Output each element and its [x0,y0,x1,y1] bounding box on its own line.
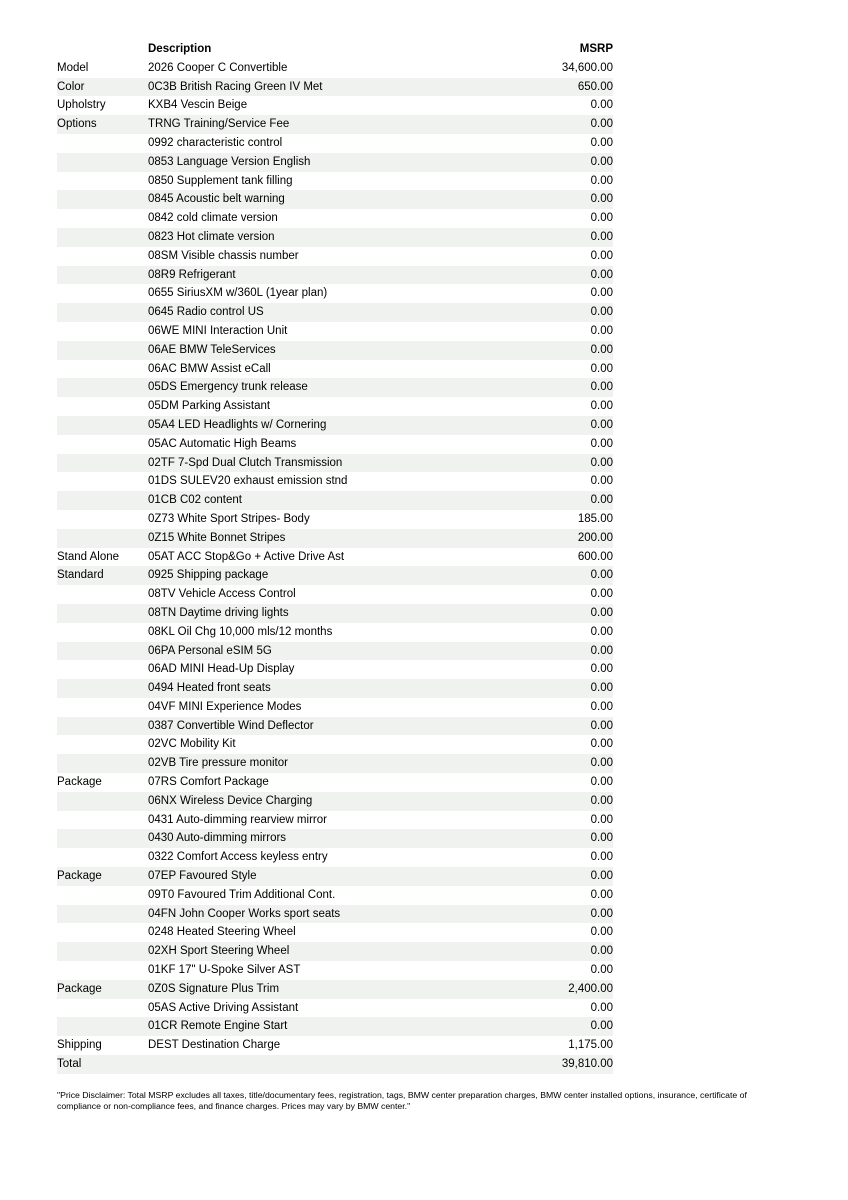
msrp-cell: 39,810.00 [561,1058,613,1071]
description-cell: 0431 Auto-dimming rearview mirror [148,813,327,826]
table-row [57,604,613,623]
msrp-cell: 0.00 [590,230,613,243]
msrp-cell: 0.00 [590,418,613,431]
description-cell: 05DM Parking Assistant [148,400,271,413]
table-row [57,698,613,717]
msrp-cell: 0.00 [590,964,613,977]
description-cell: 0248 Heated Steering Wheel [148,926,296,939]
msrp-cell: 0.00 [590,381,613,394]
msrp-cell: 0.00 [590,625,613,638]
description-cell: 05A4 LED Headlights w/ Cornering [148,418,327,431]
description-cell: 08R9 Refrigerant [148,268,236,281]
table-row [57,735,613,754]
table-row [57,303,613,322]
msrp-cell: 0.00 [590,494,613,507]
description-cell: 08TN Daytime driving lights [148,606,289,619]
description-cell: 06AE BMW TeleServices [148,343,276,356]
description-cell: 0645 Radio control US [148,306,264,319]
msrp-cell: 650.00 [577,80,613,93]
description-cell: 01DS SULEV20 exhaust emission stnd [148,475,348,488]
description-cell: 06AD MINI Head-Up Display [148,663,295,676]
category-cell: Total [57,1058,82,1071]
description-cell: 08SM Visible chassis number [148,249,299,262]
msrp-cell: 0.00 [590,343,613,356]
msrp-cell: 0.00 [590,1020,613,1033]
price-disclaimer: "Price Disclaimer: Total MSRP excludes all taxes, title/documentary fees, registration, tags, BMW center preparation charges, BMW center installed options, insurance, certificate of compliance or non-compliance fees, and finance charges. Prices may vary by BMW center." [57,1089,747,1112]
table-row [57,397,613,416]
description-cell: 0655 SiriusXM w/360L (1year plan) [148,287,328,300]
msrp-cell: 0.00 [590,663,613,676]
msrp-cell: 0.00 [590,99,613,112]
description-cell: 02XH Sport Steering Wheel [148,945,290,958]
msrp-cell: 0.00 [590,907,613,920]
description-cell: 07RS Comfort Package [148,776,269,789]
description-cell: 0430 Auto-dimming mirrors [148,832,287,845]
table-row [57,510,613,529]
table-row [57,566,613,585]
msrp-cell: 0.00 [590,400,613,413]
description-cell: 05AS Active Driving Assistant [148,1001,299,1014]
description-cell: 05AT ACC Stop&Go + Active Drive Ast [148,550,345,563]
category-cell: Shipping [57,1039,102,1052]
table-row [57,209,613,228]
table-row [57,360,613,379]
msrp-cell: 0.00 [590,719,613,732]
table-row [57,1036,613,1055]
table-row [57,491,613,510]
msrp-cell: 0.00 [590,362,613,375]
msrp-cell: 0.00 [590,606,613,619]
category-cell: Package [57,870,102,883]
description-cell: 04FN John Cooper Works sport seats [148,907,341,920]
msrp-cell: 0.00 [590,569,613,582]
table-body [57,59,613,1074]
msrp-cell: 0.00 [590,1001,613,1014]
table-row [57,1055,613,1074]
table-row [57,247,613,266]
msrp-cell: 0.00 [590,249,613,262]
description-cell: 06NX Wireless Device Charging [148,794,313,807]
description-cell: 0Z15 White Bonnet Stripes [148,531,286,544]
pricing-table [57,40,613,1074]
table-row [57,585,613,604]
description-cell: 0853 Language Version English [148,155,311,168]
msrp-cell: 0.00 [590,926,613,939]
msrp-cell: 0.00 [590,306,613,319]
table-row [57,266,613,285]
description-cell: 02TF 7-Spd Dual Clutch Transmission [148,456,343,469]
table-row [57,867,613,886]
category-cell: Standard [57,569,104,582]
description-cell: 08KL Oil Chg 10,000 mls/12 months [148,625,333,638]
msrp-cell: 0.00 [590,475,613,488]
msrp-cell: 0.00 [590,945,613,958]
table-row [57,284,613,303]
table-row [57,472,613,491]
table-row [57,660,613,679]
table-row [57,623,613,642]
table-row [57,923,613,942]
table-row [57,999,613,1018]
msrp-cell: 0.00 [590,644,613,657]
msrp-cell: 0.00 [590,174,613,187]
msrp-cell: 200.00 [577,531,613,544]
description-cell: 0992 characteristic control [148,136,283,149]
category-cell: Package [57,776,102,789]
msrp-cell: 2,400.00 [568,982,613,995]
table-row [57,754,613,773]
msrp-cell: 0.00 [590,155,613,168]
description-cell: 05AC Automatic High Beams [148,437,297,450]
table-row [57,115,613,134]
table-row [57,829,613,848]
table-row [57,378,613,397]
category-cell: Options [57,118,97,131]
description-cell: 0925 Shipping package [148,569,269,582]
description-header: Description [148,43,212,55]
table-row [57,717,613,736]
description-cell: 04VF MINI Experience Modes [148,700,302,713]
table-row [57,548,613,567]
msrp-cell: 0.00 [590,776,613,789]
msrp-cell: 0.00 [590,888,613,901]
msrp-cell: 0.00 [590,832,613,845]
description-cell: 06AC BMW Assist eCall [148,362,271,375]
msrp-cell: 0.00 [590,813,613,826]
msrp-cell: 0.00 [590,588,613,601]
description-cell: 06WE MINI Interaction Unit [148,324,288,337]
description-cell: 0494 Heated front seats [148,682,271,695]
msrp-cell: 0.00 [590,456,613,469]
msrp-cell: 34,600.00 [561,61,613,74]
description-cell: 02VB Tire pressure monitor [148,757,288,770]
msrp-cell: 0.00 [590,757,613,770]
description-cell: 01CB C02 content [148,494,242,507]
description-cell: 07EP Favoured Style [148,870,257,883]
table-row [57,59,613,78]
table-row [57,811,613,830]
table-row [57,172,613,191]
table-row [57,773,613,792]
msrp-cell: 600.00 [577,550,613,563]
msrp-cell: 0.00 [590,794,613,807]
table-row [57,886,613,905]
msrp-cell: 0.00 [590,851,613,864]
table-row [57,228,613,247]
description-cell: 2026 Cooper C Convertible [148,61,288,74]
table-row [57,190,613,209]
description-cell: 0322 Comfort Access keyless entry [148,851,328,864]
table-row [57,679,613,698]
table-row [57,134,613,153]
msrp-cell: 0.00 [590,212,613,225]
category-cell: Stand Alone [57,550,120,563]
table-row [57,78,613,97]
table-header-row [57,40,613,59]
description-cell: 0Z0S Signature Plus Trim [148,982,280,995]
table-row [57,435,613,454]
description-cell: TRNG Training/Service Fee [148,118,290,131]
msrp-cell: 0.00 [590,870,613,883]
msrp-cell: 1,175.00 [568,1039,613,1052]
msrp-cell: 0.00 [590,682,613,695]
table-row [57,905,613,924]
description-cell: 0845 Acoustic belt warning [148,193,285,206]
category-cell: Color [57,80,85,93]
table-row [57,416,613,435]
description-cell: KXB4 Vescin Beige [148,99,248,112]
description-cell: 02VC Mobility Kit [148,738,236,751]
description-cell: 0Z73 White Sport Stripes- Body [148,512,310,525]
category-cell: Upholstry [57,99,106,112]
table-row [57,322,613,341]
description-cell: 0387 Convertible Wind Deflector [148,719,314,732]
table-row [57,454,613,473]
description-cell: 0842 cold climate version [148,212,278,225]
description-cell: 01CR Remote Engine Start [148,1020,288,1033]
table-row [57,153,613,172]
table-row [57,642,613,661]
msrp-cell: 0.00 [590,118,613,131]
table-row [57,341,613,360]
description-cell: 06PA Personal eSIM 5G [148,644,272,657]
description-cell: 09T0 Favoured Trim Additional Cont. [148,888,336,901]
msrp-cell: 0.00 [590,700,613,713]
description-cell: 0823 Hot climate version [148,230,275,243]
table-row [57,961,613,980]
category-cell: Package [57,982,102,995]
msrp-cell: 0.00 [590,738,613,751]
description-cell: DEST Destination Charge [148,1039,281,1052]
table-row [57,529,613,548]
msrp-header: MSRP [579,43,613,55]
msrp-cell: 0.00 [590,437,613,450]
table-row [57,792,613,811]
msrp-cell: 185.00 [577,512,613,525]
table-row [57,1017,613,1036]
category-cell: Model [57,61,89,74]
description-cell: 08TV Vehicle Access Control [148,588,296,601]
description-cell: 0850 Supplement tank filling [148,174,293,187]
msrp-cell: 0.00 [590,193,613,206]
msrp-cell: 0.00 [590,324,613,337]
msrp-cell: 0.00 [590,136,613,149]
description-cell: 01KF 17" U-Spoke Silver AST [148,964,301,977]
table-row [57,848,613,867]
table-row [57,980,613,999]
description-cell: 0C3B British Racing Green IV Met [148,80,323,93]
description-cell: 05DS Emergency trunk release [148,381,308,394]
msrp-cell: 0.00 [590,268,613,281]
msrp-cell: 0.00 [590,287,613,300]
table-row [57,96,613,115]
table-row [57,942,613,961]
